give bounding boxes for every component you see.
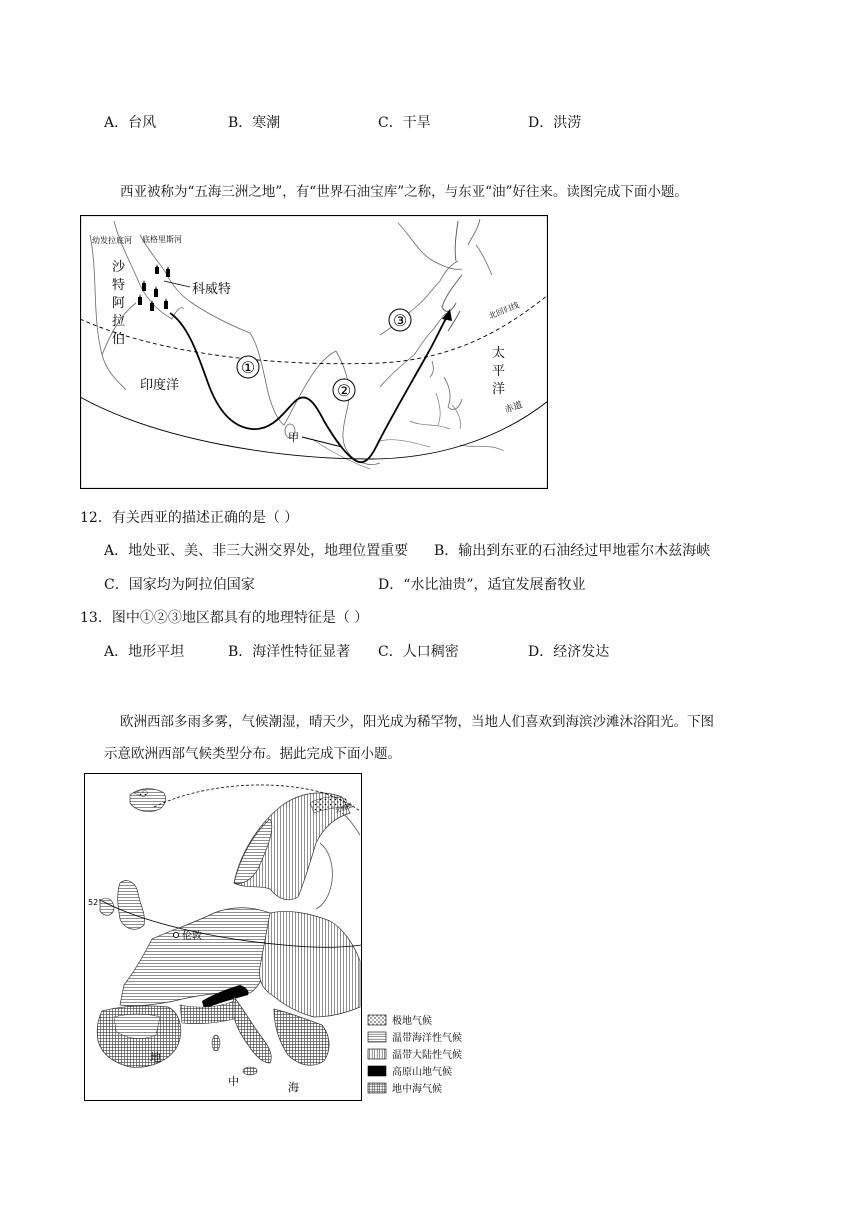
london-label: 伦敦	[182, 931, 202, 942]
q11-option-d: D．洪涝	[528, 115, 582, 131]
arctic-circle-label: 北极圈	[334, 802, 354, 815]
kuwait-label: 科威特	[192, 282, 232, 297]
equator-label: 赤道	[503, 400, 524, 416]
legend-swatch-polar	[368, 1015, 386, 1025]
marker-3: ③	[392, 311, 408, 330]
tropic-label: 北回归线	[487, 300, 521, 321]
q12-option-b: B．输出到东亚的石油经过甲地霍尔木兹海峡	[434, 543, 711, 559]
mediterranean-label-di: 地	[150, 1051, 161, 1064]
q12-option-c: C．国家均为阿拉伯国家	[104, 577, 255, 593]
saudi-label-1: 沙	[112, 260, 126, 275]
legend-swatch-mediterranean	[368, 1083, 386, 1093]
q13-option-a: A．地形平坦	[104, 644, 185, 660]
marker-2: ②	[336, 381, 352, 400]
parallel-52-label: 52°	[88, 898, 103, 907]
q13-option-d: D．经济发达	[528, 644, 610, 660]
q12-option-d: D．“水比油贵”，适宜发展畜牧业	[378, 577, 586, 593]
europe-climate-map	[84, 773, 362, 1101]
legend-label-oceanic: 温带海洋性气候	[392, 1033, 462, 1044]
q12-stem: 12．有关西亚的描述正确的是（ ）	[80, 510, 299, 526]
q11-option-b: B．寒潮	[228, 115, 281, 131]
q13-option-c: C．人口稠密	[378, 644, 459, 660]
saudi-label-5: 伯	[112, 332, 126, 347]
legend-label-polar: 极地气候	[392, 1016, 432, 1027]
climate-legend	[366, 1013, 496, 1099]
jia-label: 甲	[288, 431, 299, 444]
intro-paragraph-west-asia: 西亚被称为“五海三洲之地”，有“世界石油宝库”之称，与东亚“油”好往来。读图完成下面小题。	[120, 184, 688, 200]
legend-swatch-oceanic	[368, 1032, 386, 1042]
legend-label-continental: 温带大陆性气候	[392, 1050, 462, 1061]
mediterranean-label-hai: 海	[288, 1081, 299, 1094]
mediterranean-label-zhong: 中	[228, 1075, 239, 1088]
saudi-label-3: 阿	[112, 296, 126, 311]
q12-option-a: A．地处亚、美、非三大洲交界处，地理位置重要	[104, 543, 409, 559]
pacific-label-3: 洋	[492, 382, 506, 397]
q13-stem: 13．图中①②③地区都具有的地理特征是（ ）	[80, 610, 369, 626]
q13-option-b: B．海洋性特征显著	[228, 644, 351, 660]
pacific-label-1: 太	[492, 346, 506, 361]
legend-label-mediterranean: 地中海气候	[392, 1084, 442, 1095]
marker-1: ①	[240, 358, 256, 377]
legend-label-highland: 高原山地气候	[392, 1067, 452, 1078]
legend-swatch-continental	[368, 1049, 386, 1059]
west-asia-oil-route-map	[80, 215, 548, 489]
q11-option-a: A．台风	[104, 115, 157, 131]
intro-paragraph-europe-line2: 示意欧洲西部气候类型分布。据此完成下面小题。	[104, 746, 401, 762]
euphrates-label: 幼发拉底河	[92, 236, 132, 245]
saudi-label-2: 特	[112, 278, 126, 293]
tigris-label: 底格里斯河	[142, 235, 182, 244]
indian-ocean-label: 印度洋	[140, 378, 180, 393]
saudi-label-4: 拉	[112, 314, 126, 329]
legend-swatch-highland	[368, 1066, 386, 1076]
q11-option-c: C．干旱	[378, 115, 431, 131]
pacific-label-2: 平	[492, 364, 506, 379]
intro-paragraph-europe-line1: 欧洲西部多雨多雾，气候潮湿，晴天少，阳光成为稀罕物，当地人们喜欢到海滨沙滩沐浴阳光。下图	[120, 714, 714, 730]
